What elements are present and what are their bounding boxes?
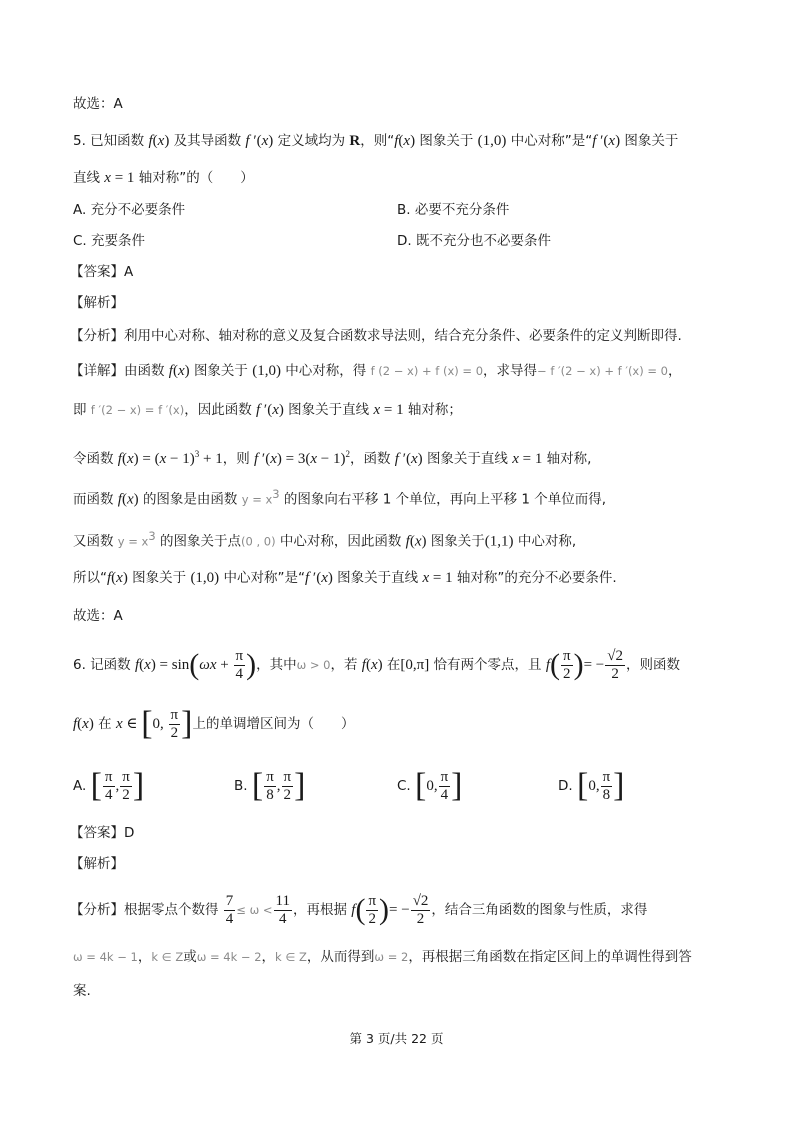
q6-stem-line2: f(x) 在 x ∈ [0, $\frac{\pi}{2}$ ]上的单调增区间为（ ） — [73, 705, 355, 742]
q5-fenxi: 【分析】利用中心对称、轴对称的意义及复合函数求导法则，结合充分条件、必要条件的定义判断即得. — [70, 328, 682, 344]
q5-detail-line2: 即 f ′(2 − x) = f ′(x)，因此函数 f ′(x) 图象关于直线 x = 1 轴对称； — [73, 402, 462, 418]
q6-fenxi: 【分析】根据零点个数得 $\frac{7}{4}$ ≤ ω < $\frac{11}{4}$ ，再根据 f( $\frac{\pi}{2}$ )= − $\frac{√2}{2}$ ，结合三角函数的图象与性质，求得 — [70, 892, 648, 927]
q6-option-b: B. [ $\frac{\pi}{8}$ , $\frac{\pi}{2}$ ] — [234, 767, 306, 804]
q6-option-d: D. [0, $\frac{\pi}{8}$ ] — [558, 767, 625, 804]
prev-choice: 故选：A — [73, 96, 123, 112]
q6-analysis-tag: 【解析】 — [70, 856, 124, 872]
q6-option-c: C. [0, $\frac{\pi}{4}$ ] — [397, 767, 463, 804]
q5-detail-line1: 【详解】由函数 f(x) 图象关于 (1,0) 中心对称，得 f (2 − x) + f (x) = 0，求导得− f ′(2 − x) + f ′(x) = 0， — [70, 363, 682, 379]
q6-omega-line: ω = 4k − 1，k ∈ Z或ω = 4k − 2，k ∈ Z，从而得到ω = 2，再根据三角函数在指定区间上的单调性得到答 — [73, 949, 692, 965]
q5-detail-line4: 而函数 f(x) 的图象是由函数 $y = x^3$ 的图象向右平移 1 个单位，再向上平移 1 个单位而得, — [73, 487, 607, 508]
q5-stem-line2: 直线 x = 1 轴对称”的（ ） — [73, 170, 254, 186]
q6-answer: 【答案】D — [70, 825, 135, 841]
q5-detail-line3: 令函数 $f(x) = (x - 1)^3 + 1$，则 f $'(x) = 3(x - 1)^2$，函数 f ′(x) 图象关于直线 x = 1 轴对称, — [73, 449, 592, 467]
q5-analysis-tag: 【解析】 — [70, 295, 124, 311]
q6-stem-line1: 6. 记函数 f(x) = sin(ωx + $\frac{\pi}{4}$ )，其中ω > 0，若 f(x) 在[0,π] 恰有两个零点，且 f( $\frac{\pi}{2}$ )= − $\frac{√2}{2}$ ，则函数 — [73, 647, 680, 682]
q5-detail-line6: 所以“f(x) 图象关于 (1,0) 中心对称”是“f ′(x) 图象关于直线 x = 1 轴对称”的充分不必要条件. — [73, 570, 617, 586]
q5-option-a: A. 充分不必要条件 — [73, 202, 186, 218]
q6-last-line: 案. — [73, 983, 91, 999]
q5-stem-line1: 5. 已知函数 f(x) 及其导函数 f ′(x) 定义域均为 R，则“f(x) 图象关于 (1,0) 中心对称”是“f ′(x) 图象关于 — [73, 133, 679, 149]
q5-detail-line5: 又函数 $y = x^3$ 的图象关于点(0 , 0) 中心对称，因此函数 f(x) 图象关于(1,1) 中心对称, — [73, 529, 577, 550]
page-footer: 第 3 页/共 22 页 — [349, 1031, 444, 1046]
q5-choice: 故选：A — [73, 608, 123, 624]
q6-option-a: A. [ $\frac{\pi}{4}$ , $\frac{\pi}{2}$ ] — [73, 767, 145, 804]
q5-option-b: B. 必要不充分条件 — [397, 202, 510, 218]
q5-option-c: C. 充要条件 — [73, 233, 146, 249]
q5-answer: 【答案】A — [70, 264, 134, 280]
q5-option-d: D. 既不充分也不必要条件 — [397, 233, 551, 249]
